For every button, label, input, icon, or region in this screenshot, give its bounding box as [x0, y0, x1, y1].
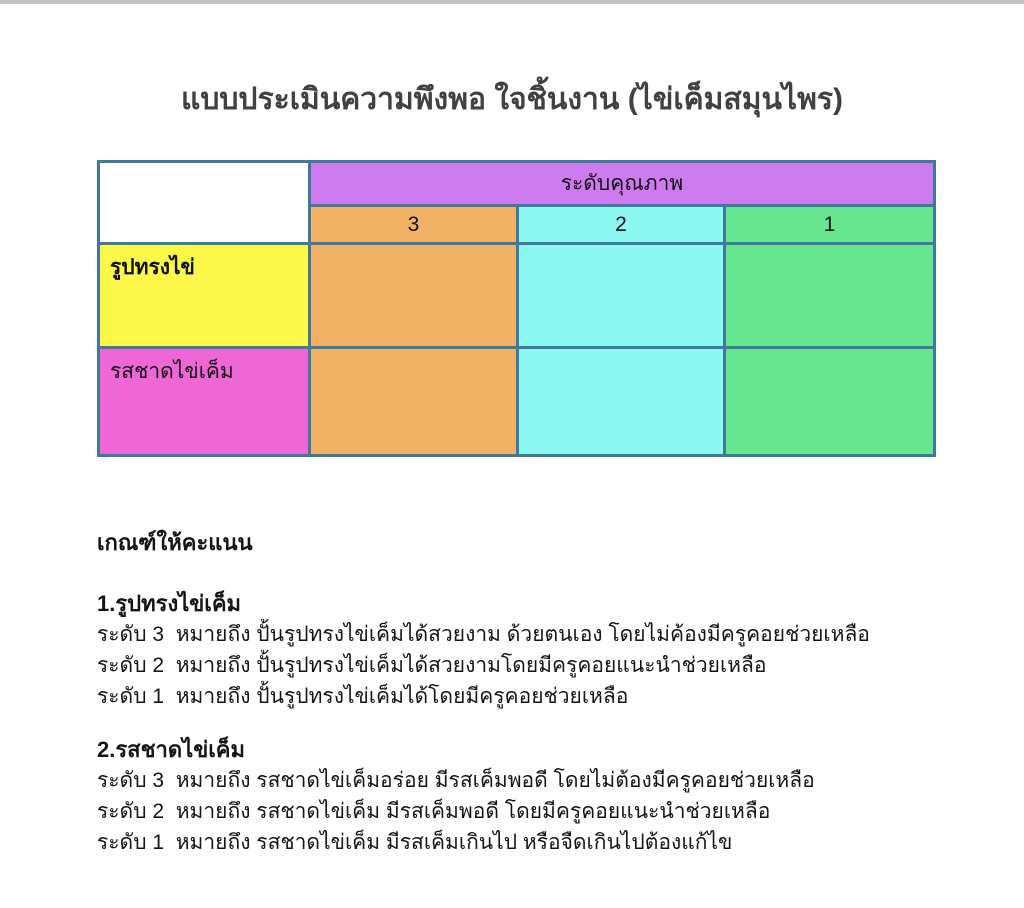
criteria-line: ระดับ 3 หมายถึง รสชาดไข่เค็มอร่อย มีรสเค็มพอดี โดยไม่ต้องมีครูคอยช่วยเหลือ: [97, 769, 815, 792]
row-label-egg-shape: รูปทรงไข่: [99, 244, 310, 348]
score-cell-taste-level2: [518, 348, 725, 456]
criteria-line: ระดับ 1 หมายถึง ปั้นรูปทรงไข่เค็มได้โดยมีครูคอยช่วยเหลือ: [97, 685, 629, 708]
criteria-heading: เกณฑ์ให้คะแนน: [97, 530, 253, 555]
level-1-header: 1: [725, 206, 935, 244]
criteria-block: [97, 528, 957, 858]
score-cell-taste-level1: [725, 348, 935, 456]
row-label-egg-taste: รสชาดไข่เค็ม: [99, 348, 310, 456]
criteria-section-egg-taste: [97, 734, 957, 858]
score-cell-taste-level3: [310, 348, 518, 456]
evaluation-table: [97, 160, 936, 457]
criteria-line: ระดับ 2 หมายถึง ปั้นรูปทรงไข่เค็มได้สวยงามโดยมีครูคอยแนะนำช่วยเหลือ: [97, 654, 767, 677]
score-cell-shape-level2: [518, 244, 725, 348]
criteria-section-egg-shape: [97, 588, 957, 712]
criteria-line: ระดับ 2 หมายถึง รสชาดไข่เค็ม มีรสเค็มพอดี โดยมีครูคอยแนะนำช่วยเหลือ: [97, 800, 771, 823]
section-title-egg-shape: 1.รูปทรงไข่เค็ม: [97, 591, 242, 616]
level-3-header: 3: [310, 206, 518, 244]
criteria-line: ระดับ 1 หมายถึง รสชาดไข่เค็ม มีรสเค็มเกินไป หรือจืดเกินไปต้องแก้ไข: [97, 831, 733, 854]
header-row-quality: [99, 162, 935, 206]
quality-header-cell: ระดับคุณภาพ: [310, 162, 935, 206]
section-title-egg-taste: 2.รสชาดไข่เค็ม: [97, 737, 246, 762]
criteria-line: ระดับ 3 หมายถึง ปั้นรูปทรงไข่เค็มได้สวยงาม ด้วยตนเอง โดยไม่ค้องมีครูคอยช่วยเหลือ: [97, 623, 870, 646]
table-row-egg-shape: [99, 244, 935, 348]
top-strip: [0, 0, 1024, 4]
score-cell-shape-level1: [725, 244, 935, 348]
corner-cell: [99, 162, 310, 244]
table-row-egg-taste: [99, 348, 935, 456]
score-cell-shape-level3: [310, 244, 518, 348]
level-2-header: 2: [518, 206, 725, 244]
page-title: แบบประเมินความพึงพอ ใจชิ้นงาน (ไข่เค็มสมุนไพร): [181, 83, 843, 116]
